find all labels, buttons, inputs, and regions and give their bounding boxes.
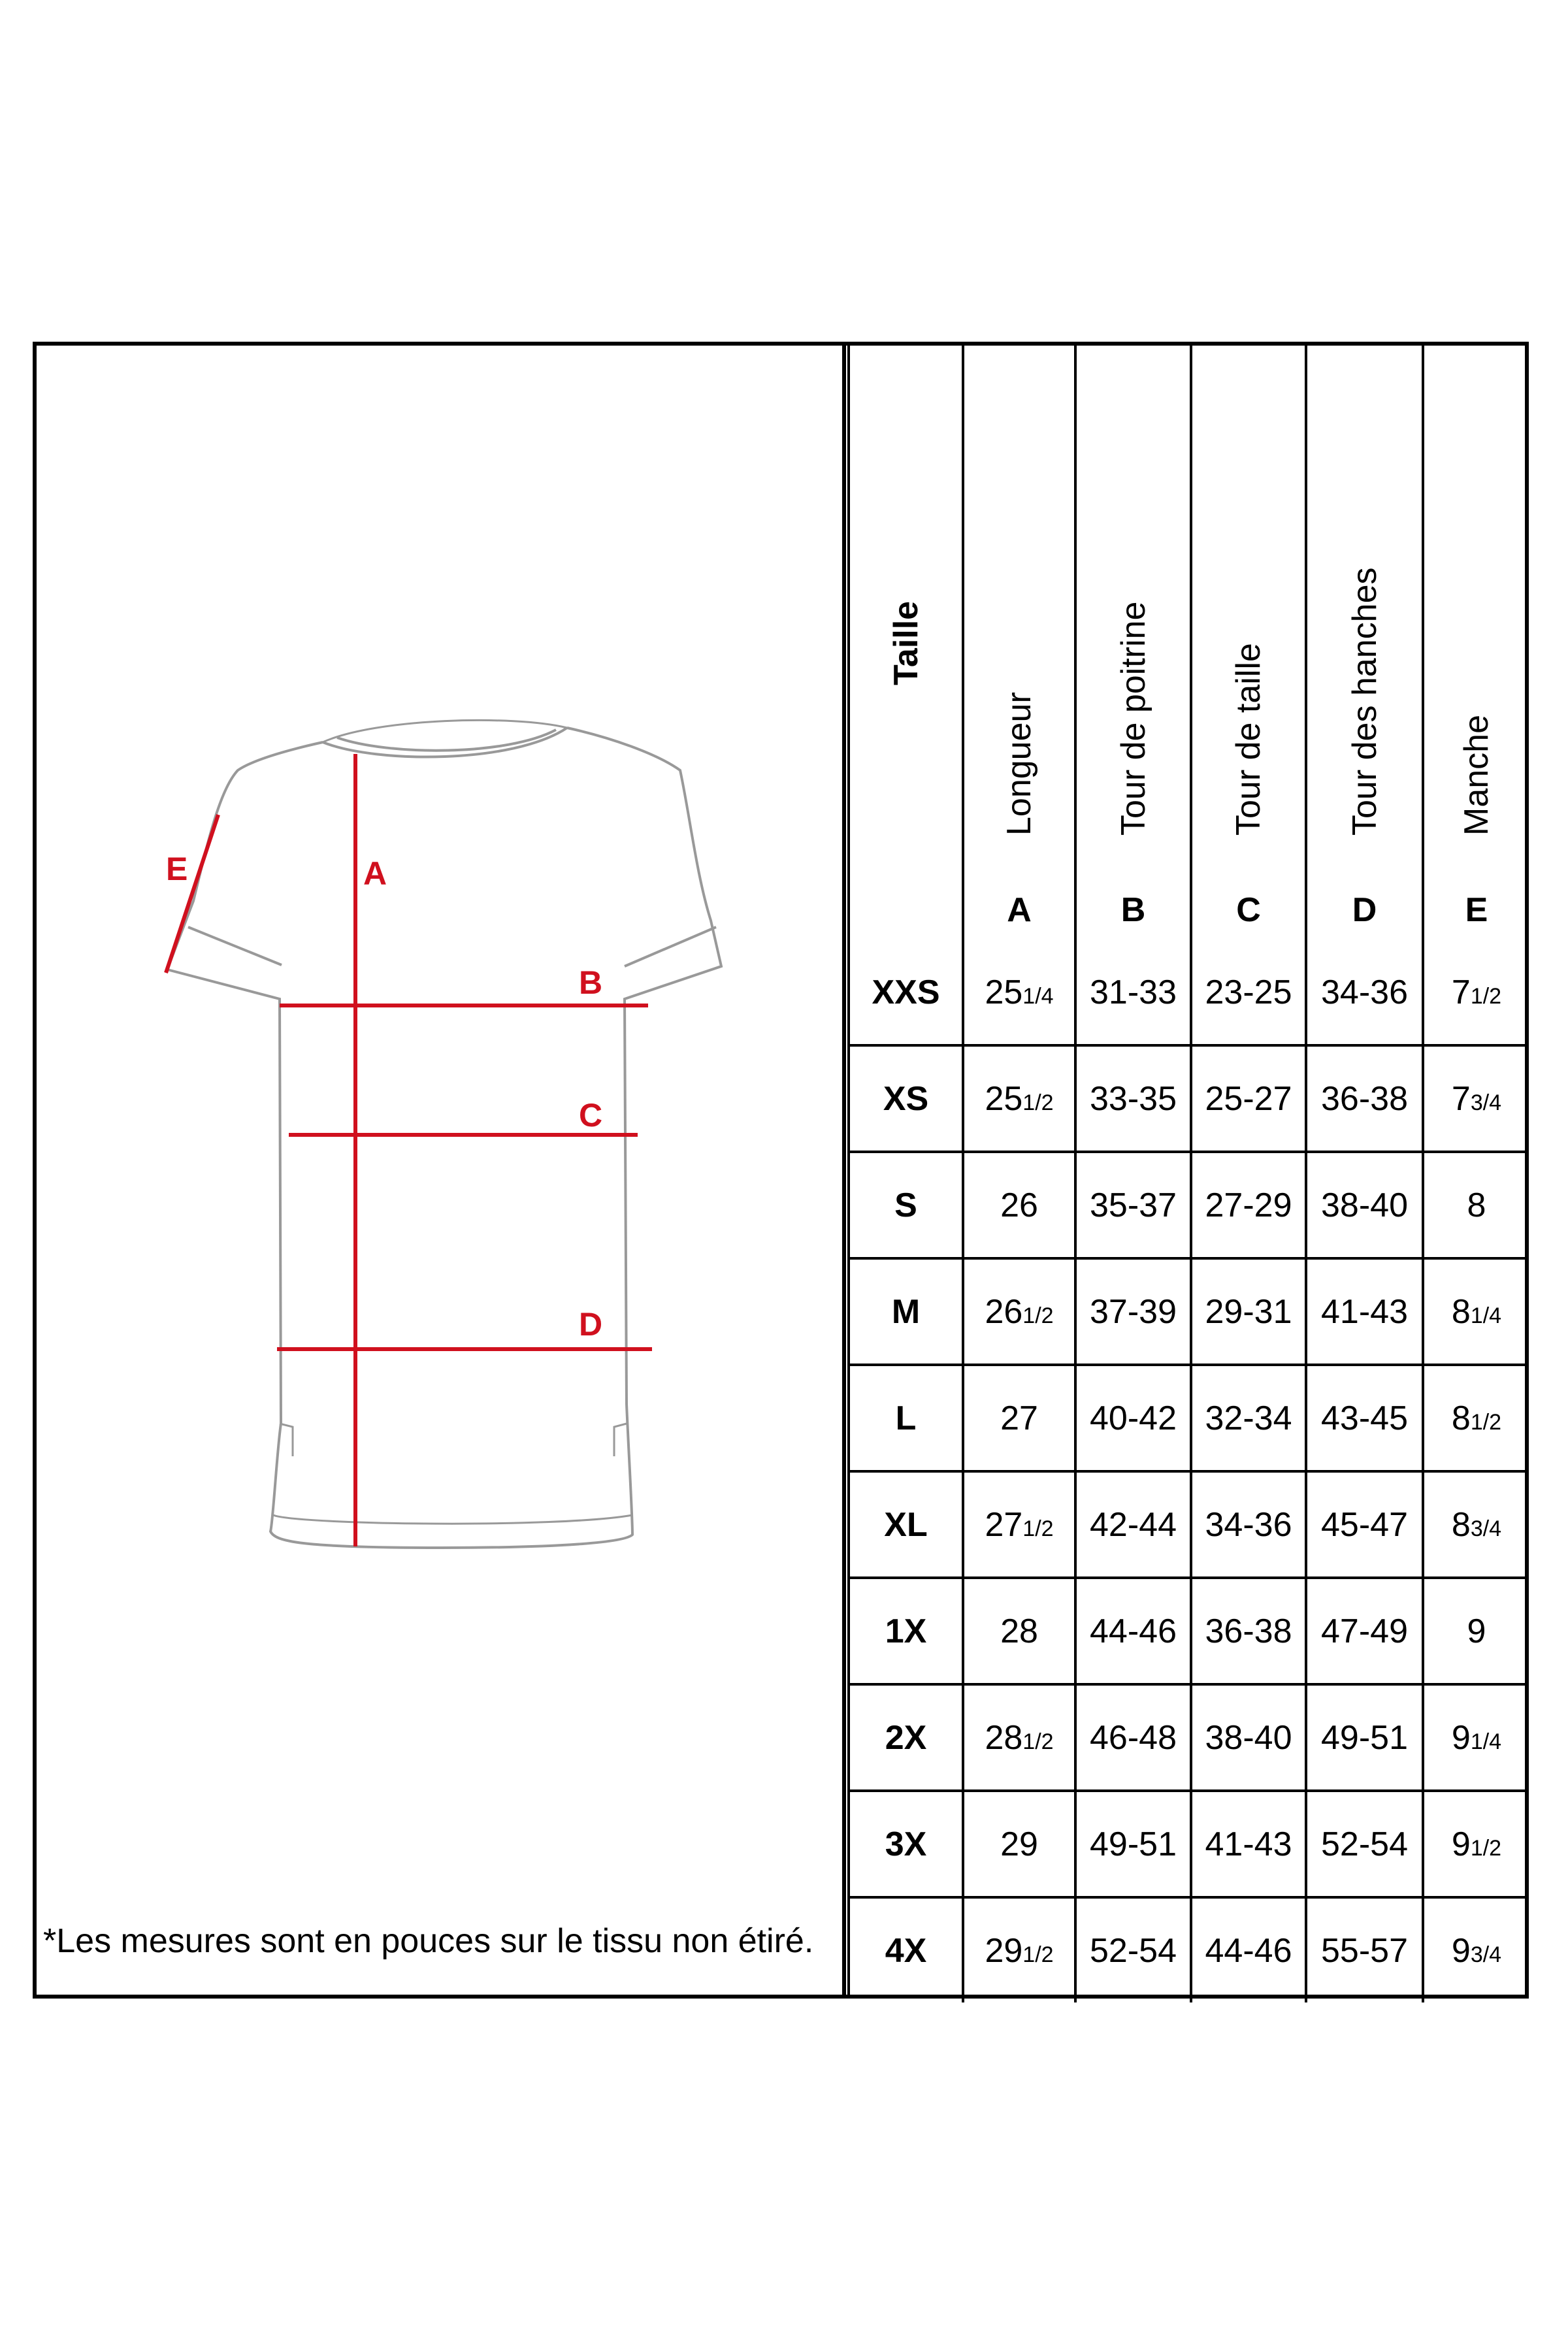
length-cell [963, 1152, 1075, 1258]
waist-cell: 36-38 [1191, 1578, 1306, 1684]
length-cell [963, 1045, 1075, 1152]
size-cell: 4X [850, 1897, 963, 2002]
length-cell [963, 1578, 1075, 1684]
hips-cell: 45-47 [1306, 1471, 1423, 1578]
whole-value: 9 [1451, 1718, 1471, 1757]
header-letter: B [1120, 891, 1146, 929]
table-row [850, 1897, 1529, 2002]
chest-cell: 49-51 [1075, 1791, 1191, 1897]
sleeve-cell [1423, 1578, 1529, 1684]
fraction-value: 1/2 [1022, 1303, 1054, 1328]
size-cell: 2X [850, 1684, 963, 1791]
header-label: Manche [1458, 715, 1495, 836]
header-label: Tour de poitrine [1114, 601, 1152, 836]
hips-cell: 43-45 [1306, 1365, 1423, 1471]
waist-cell: 29-31 [1191, 1258, 1306, 1365]
whole-value: 27 [985, 1505, 1023, 1544]
header-label: Tour des hanches [1345, 567, 1384, 836]
length-cell [963, 1684, 1075, 1791]
hem-line [273, 1515, 632, 1524]
table-header-row [850, 346, 1529, 940]
size-cell: L [850, 1365, 963, 1471]
hips-cell: 38-40 [1306, 1152, 1423, 1258]
size-cell: M [850, 1258, 963, 1365]
waist-cell: 25-27 [1191, 1045, 1306, 1152]
left-cuff [188, 927, 282, 965]
header-letter: E [1465, 891, 1488, 929]
whole-value: 25 [985, 973, 1023, 1011]
table-row [850, 1152, 1529, 1258]
whole-value: 9 [1467, 1612, 1486, 1650]
size-table [850, 346, 1529, 2002]
header-letter: D [1352, 891, 1377, 929]
header-hips [1306, 346, 1423, 940]
table-row [850, 1045, 1529, 1152]
fraction-value: 1/4 [1470, 1303, 1502, 1328]
header-length [963, 346, 1075, 940]
label-e: E [166, 851, 188, 887]
hips-cell: 49-51 [1306, 1684, 1423, 1791]
header-label: Tour de taille [1230, 643, 1267, 836]
chest-cell: 44-46 [1075, 1578, 1191, 1684]
whole-value: 8 [1451, 1505, 1471, 1544]
fraction-value: 3/4 [1470, 1942, 1502, 1967]
header-label: Longueur [1000, 692, 1038, 836]
chest-cell: 46-48 [1075, 1684, 1191, 1791]
size-cell: XL [850, 1471, 963, 1578]
fraction-value: 3/4 [1470, 1090, 1502, 1115]
fraction-value: 1/2 [1470, 983, 1502, 1009]
whole-value: 9 [1451, 1825, 1471, 1863]
hips-cell: 36-38 [1306, 1045, 1423, 1152]
hips-cell: 47-49 [1306, 1578, 1423, 1684]
waist-cell: 34-36 [1191, 1471, 1306, 1578]
whole-value: 28 [985, 1718, 1023, 1757]
table-row [850, 1578, 1529, 1684]
whole-value: 9 [1451, 1931, 1471, 1970]
header-waist [1191, 346, 1306, 940]
whole-value: 29 [1000, 1825, 1038, 1863]
whole-value: 7 [1451, 973, 1471, 1011]
fraction-value: 1/4 [1470, 1729, 1502, 1754]
whole-value: 8 [1451, 1292, 1471, 1331]
hips-cell: 55-57 [1306, 1897, 1423, 2002]
panel-divider [842, 346, 850, 1995]
sleeve-cell [1423, 1045, 1529, 1152]
waist-cell: 38-40 [1191, 1684, 1306, 1791]
table-row [850, 1258, 1529, 1365]
size-chart-frame [33, 342, 1529, 1999]
fraction-value: 1/2 [1470, 1409, 1502, 1435]
table-row [850, 1684, 1529, 1791]
table-row [850, 1365, 1529, 1471]
chest-cell: 33-35 [1075, 1045, 1191, 1152]
waist-cell: 44-46 [1191, 1897, 1306, 2002]
side-slit-right [614, 1424, 627, 1456]
size-cell: S [850, 1152, 963, 1258]
label-c: C [579, 1097, 603, 1134]
sleeve-cell [1423, 940, 1529, 1045]
tshirt-diagram [37, 346, 842, 1995]
label-d: D [579, 1306, 603, 1343]
whole-value: 26 [1000, 1186, 1038, 1224]
chest-cell: 40-42 [1075, 1365, 1191, 1471]
size-cell: XXS [850, 940, 963, 1045]
size-cell: XS [850, 1045, 963, 1152]
fraction-value: 1/2 [1022, 1090, 1054, 1115]
length-cell [963, 1897, 1075, 2002]
waist-cell: 23-25 [1191, 940, 1306, 1045]
sleeve-cell [1423, 1791, 1529, 1897]
header-label: Taille [887, 600, 925, 685]
fraction-value: 1/4 [1022, 983, 1054, 1009]
measurement-footnote: *Les mesures sont en pouces sur le tissu non étiré. [43, 1922, 814, 1960]
fraction-value: 3/4 [1470, 1516, 1502, 1541]
length-cell [963, 1258, 1075, 1365]
sleeve-cell [1423, 1258, 1529, 1365]
label-a: A [363, 855, 387, 892]
hips-cell: 41-43 [1306, 1258, 1423, 1365]
shirt-body-outline [167, 728, 721, 1548]
fraction-value: 1/2 [1022, 1729, 1054, 1754]
whole-value: 7 [1451, 1079, 1471, 1118]
measure-line-e [166, 815, 218, 973]
table-row [850, 1471, 1529, 1578]
whole-value: 8 [1451, 1399, 1471, 1437]
chest-cell: 42-44 [1075, 1471, 1191, 1578]
sleeve-cell [1423, 1365, 1529, 1471]
whole-value: 27 [1000, 1399, 1038, 1437]
whole-value: 8 [1467, 1186, 1486, 1224]
size-cell: 3X [850, 1791, 963, 1897]
chest-cell: 37-39 [1075, 1258, 1191, 1365]
table-row [850, 940, 1529, 1045]
size-cell: 1X [850, 1578, 963, 1684]
length-cell [963, 1791, 1075, 1897]
hips-cell: 34-36 [1306, 940, 1423, 1045]
garment-panel [37, 346, 842, 1995]
header-size [850, 346, 963, 940]
whole-value: 28 [1000, 1612, 1038, 1650]
right-cuff [625, 927, 716, 966]
label-b: B [579, 964, 603, 1001]
table-row [850, 1791, 1529, 1897]
whole-value: 25 [985, 1079, 1023, 1118]
sleeve-cell [1423, 1471, 1529, 1578]
hips-cell: 52-54 [1306, 1791, 1423, 1897]
header-sleeve [1423, 346, 1529, 940]
sleeve-cell [1423, 1684, 1529, 1791]
length-cell [963, 1471, 1075, 1578]
sleeve-cell [1423, 1897, 1529, 2002]
chest-cell: 35-37 [1075, 1152, 1191, 1258]
length-cell [963, 1365, 1075, 1471]
length-cell [963, 940, 1075, 1045]
sleeve-cell [1423, 1152, 1529, 1258]
waist-cell: 27-29 [1191, 1152, 1306, 1258]
chest-cell: 31-33 [1075, 940, 1191, 1045]
chest-cell: 52-54 [1075, 1897, 1191, 2002]
header-letter: C [1236, 891, 1261, 929]
fraction-value: 1/2 [1022, 1942, 1054, 1967]
size-rows [850, 940, 1529, 2002]
header-letter: A [1007, 891, 1032, 929]
waist-cell: 32-34 [1191, 1365, 1306, 1471]
collar-inner [337, 730, 556, 751]
whole-value: 29 [985, 1931, 1023, 1970]
whole-value: 26 [985, 1292, 1023, 1331]
waist-cell: 41-43 [1191, 1791, 1306, 1897]
fraction-value: 1/2 [1022, 1516, 1054, 1541]
measure-lines [166, 754, 652, 1546]
header-chest [1075, 346, 1191, 940]
fraction-value: 1/2 [1470, 1835, 1502, 1861]
